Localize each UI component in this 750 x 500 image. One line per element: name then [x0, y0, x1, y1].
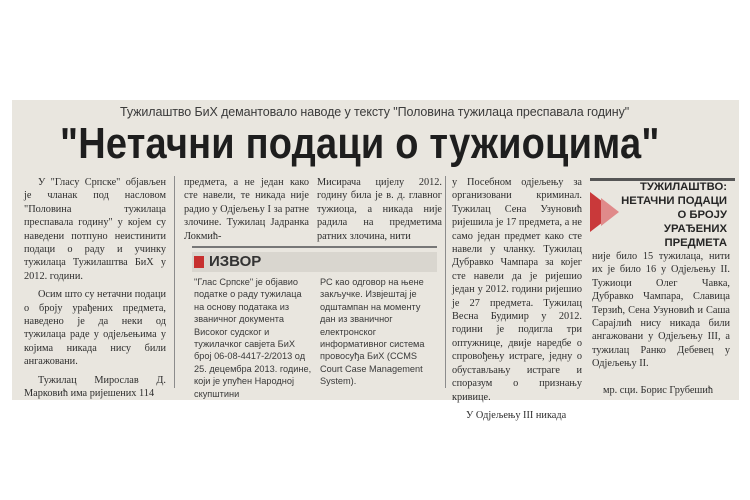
paragraph: није било 15 тужилаца, нити их је било 16 у Одјељењу II. Тужиоци Олег Чавка, Дубравко Чампара, Славица Терзић, Сена Узуновић и Саша Сарајлић нису никада били ангажовани у Одјељењу III, а тужилац Ранко Дебевец у Одјељењу II.	[592, 251, 730, 370]
box-marker-icon	[194, 256, 204, 268]
source-box-right: РС као одговор на њене закључке. Извјештај је одштампан на моменту дан из званичног електронског информативног система провосуђа БиХ (CCMS Court Case Management System).	[320, 277, 425, 387]
article-headline: "Нетачни подаци о тужиоцима"	[60, 120, 660, 169]
article-column-2	[184, 176, 309, 248]
paragraph: Тужилац Мирослав Д. Марковић има ријешених 114	[24, 374, 166, 400]
newspaper-clipping	[12, 100, 739, 421]
paragraph: у Посебном одјељењу за организовани криминал. Тужилац Сена Узуновић ријешила је 17 предмета, а не само један предмет како сте навели у чланку. Тужилац Дубравко Чампара за којег сте навели да је ријешио један у 2012. години ријешио је 27 предмета. Тужилац Весна Будимир у 2012. години је подигла три оптужнице, двије наредбе о спровођењу истраге, једну о обустављању истраге и споразум о признању кривице.	[452, 177, 582, 403]
paragraph: Осим што су нетачни подаци о броју урађених предмета, наведено је да неки од тужилаца раде у одјељењима у којима никада нису били ангажовани.	[24, 289, 166, 368]
article-column-4	[452, 176, 582, 427]
paragraph: У Одјељењу III никада	[466, 409, 567, 421]
source-box-left: "Глас Српске" је објавио податке о раду тужилаца на основу података из званичног документа Високог судског и тужилачког савјета БиХ број 06-08-4417-2/2013 од 25. децембра 2013. године, који је упућен Народној скупштини	[194, 277, 312, 399]
column-divider	[445, 176, 446, 388]
paragraph: предмета, а не један како сте навели, те никада није радио у Одјељењу I за ратне злочине. Тужилац Јадранка Локмић-	[184, 177, 309, 242]
article-column-3	[317, 176, 442, 248]
source-box-header	[192, 252, 437, 272]
sidebar-title-block	[590, 178, 735, 249]
paragraph: Мисирача цијелу 2012. годину била је в. д. главног тужиоца, а никада није радила на предметима ратних злочина, нити	[317, 177, 442, 242]
article-column-5	[592, 250, 730, 376]
paragraph: У "Гласу Српске" објављен је чланак под насловом "Половина тужилаца преспавала годину" у којем су наведени потпуно нeистинити подаци о раду и учинку тужилаца Тужилаштва БиХ у 2012. години.	[24, 177, 166, 282]
source-box-title: ИЗВОР	[209, 253, 262, 270]
source-box	[192, 246, 437, 399]
article-column-1	[24, 176, 166, 406]
column-divider	[174, 176, 175, 388]
sidebar-title: ТУЖИЛАШТВО: НЕТАЧНИ ПОДАЦИ О БРОЈУ УРАЂЕНИХ ПРЕДМЕТА	[621, 181, 727, 249]
article-kicker: Тужилаштво БиХ демантовало наводе у тексту "Половина тужилаца преспавала годину"	[120, 105, 630, 119]
article-author: мр. сци. Борис Грубешић	[602, 385, 713, 396]
